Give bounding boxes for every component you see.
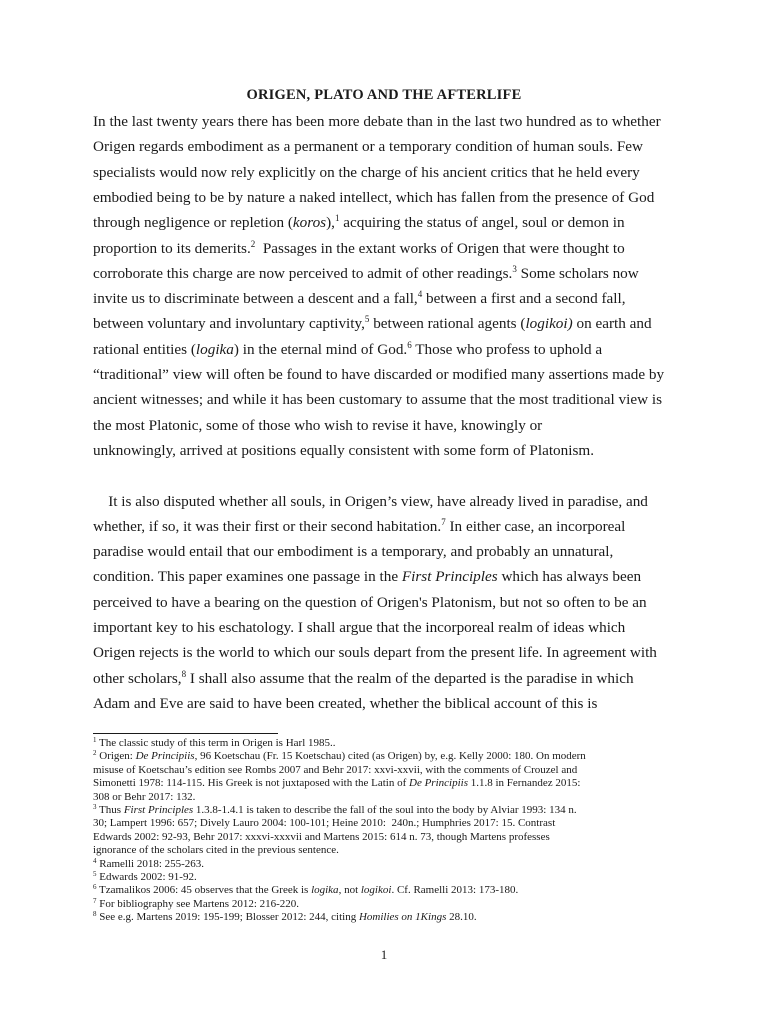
footnote-line (93, 804, 577, 817)
text-run: 30; Lampert 1996: 657; Dively Lauro 2004: 100-101; Heine 2010: 240n.; Humphries 2017: 15. Contrast (93, 817, 556, 830)
body-line (93, 492, 648, 512)
text-run: rational entities ( (93, 340, 196, 358)
footnote-line (93, 737, 336, 750)
body-line (93, 213, 625, 233)
page-title: ORIGEN, PLATO AND THE AFTERLIFE (246, 87, 522, 103)
text-run: Some scholars now (516, 264, 639, 282)
italic-text: De Principiis (409, 777, 468, 790)
text-run: Ramelli 2018: 255-263. (96, 857, 205, 870)
text-run: invite us to discriminate between a descent and a fall, (93, 290, 418, 308)
text-run: I shall also assume that the realm of the departed is the paradise in which (186, 669, 634, 687)
body-line (93, 517, 625, 537)
body-line (93, 542, 613, 562)
text-run: misuse of Koetschau’s edition see Rombs 2007 and Behr 2017: xxvi-xxvii, with the comments of Crouzel and (93, 763, 578, 776)
text-run: . Cf. Ramelli 2013: 173-180. (391, 884, 519, 897)
body-line (93, 390, 662, 410)
text-run: important key to his eschatology. I shall argue that the incorporeal realm of ideas which (93, 619, 626, 636)
body-line (93, 441, 594, 461)
footnote-ref: 7 (93, 896, 97, 905)
body-line (93, 593, 647, 613)
footnote-line (93, 858, 204, 871)
footnote-ref: 2 (93, 749, 97, 758)
text-run: The classic study of this term in Origen is Harl 1985.. (96, 737, 336, 749)
text-run: For bibliography see Martens 2012: 216-220. (96, 897, 300, 910)
text-run: ) in the eternal mind of God. (233, 340, 408, 358)
text-run: It is also disputed whether all souls, in Origen’s view, have already lived in paradise, and (93, 492, 648, 510)
text-run: , 96 Koetschau (Fr. 15 Koetschau) cited (as Origen) by, e.g. Kelly 2000: 180. On modern (194, 750, 586, 763)
text-run: 28.10. (446, 911, 477, 924)
italic-text: logikoi (360, 884, 392, 897)
footnote-line (93, 764, 577, 777)
footnote-line (93, 884, 518, 897)
text-run: 308 or Behr 2017: 132. (93, 790, 196, 803)
text-run: embodied being to be by nature a naked intellect, which has fallen from the presence of God (93, 188, 655, 206)
footnote-line (93, 871, 197, 884)
italic-text: koros (292, 214, 327, 232)
text-run: perceived to have a bearing on the question of Origen's Platonism, but not so often to be an (93, 593, 647, 611)
text-run: In either case, an incorporeal (445, 517, 626, 535)
footnote-ref: 5 (93, 870, 97, 878)
body-line (93, 618, 625, 638)
text-run: Origen: (96, 750, 136, 763)
italic-text: logika (311, 884, 339, 897)
body-line (93, 188, 654, 208)
text-run: the most Platonic, some of those who wish to revise it have, knowingly or (93, 416, 543, 434)
text-run: ancient witnesses; and while it has been customary to assume that the most traditional view is (93, 391, 662, 409)
text-run: through negligence or repletion ( (93, 214, 293, 232)
body-line (93, 669, 634, 689)
text-run: proportion to its demerits. (93, 239, 251, 257)
body-line (93, 340, 602, 360)
body-line (93, 694, 597, 714)
footnote-ref: 7 (441, 516, 446, 527)
text-run: specialists would now rely explicitly on the charge of his ancient critics that he held every (93, 163, 640, 181)
text-run: paradise would entail that our embodiment is a temporary, and probably an unnatural, (93, 543, 614, 561)
footnote-ref: 6 (93, 883, 97, 892)
text-run: Tzamalikos 2006: 45 observes that the Greek is (96, 884, 312, 897)
italic-text: logikoi) (525, 315, 573, 333)
body-line (93, 416, 542, 436)
text-run: unknowingly, arrived at positions equally consistent with some form of Platonism. (93, 441, 594, 459)
text-run: Edwards 2002: 92-93, Behr 2017: xxxvi-xxxvii and Martens 2015: 614 n. 73, though Martens professes (93, 830, 550, 843)
text-run: other scholars, (93, 669, 182, 687)
text-run: Those who profess to uphold a (411, 340, 603, 358)
text-run: acquiring the status of angel, soul or demon in (339, 214, 625, 232)
text-run: In the last twenty years there has been more debate than in the last two hundred as to whether (93, 113, 661, 130)
text-run: Simonetti 1978: 114-115. His Greek is not juxtaposed with the Latin of (93, 777, 410, 790)
text-run: , not (338, 884, 361, 897)
footnote-line (93, 777, 580, 790)
footnote-ref: 5 (364, 314, 370, 325)
body-line (93, 289, 626, 309)
text-run: See e.g. Martens 2019: 195-199; Blosser 2012: 244, citing (96, 911, 359, 924)
footnote-separator (93, 733, 278, 734)
footnote-ref: 8 (181, 668, 187, 679)
text-run: condition. This paper examines one passage in the (93, 568, 402, 586)
footnote-ref: 1 (334, 213, 340, 224)
text-run: Thus (96, 804, 124, 816)
italic-text: Homilies on 1Kings (358, 911, 447, 924)
text-run: corroborate this charge are now perceived to admit of other readings. (93, 264, 513, 282)
footnote-ref: 3 (512, 263, 517, 274)
footnote-ref: 8 (93, 910, 97, 919)
italic-text: De Principiis (135, 750, 195, 763)
italic-text: First Principles (123, 804, 194, 816)
text-run: whether, if so, it was their first or their second habitation. (93, 517, 442, 535)
body-line (93, 264, 639, 284)
body-line (93, 567, 641, 587)
body-line (93, 163, 640, 183)
text-run: 1.1.8 in Fernandez 2015: (467, 777, 581, 790)
text-run: between rational agents ( (369, 315, 526, 333)
footnote-line (93, 750, 586, 763)
text-run: Edwards 2002: 91-92. (96, 871, 197, 883)
italic-text: logika (195, 340, 234, 358)
body-line (93, 643, 657, 663)
text-run: 1.3.8-1.4.1 is taken to describe the fall of the soul into the body by Alviar 1993: 134 n. (193, 804, 577, 816)
text-run: Origen regards embodiment as a permanent or a temporary condition of human souls. Few (93, 138, 643, 156)
text-run: Passages in the extant works of Origen that were thought to (255, 239, 625, 257)
text-run: ), (326, 214, 335, 232)
text-run: “traditional” view will often be found to have discarded or modified many assertions made by (93, 366, 665, 383)
body-line (93, 239, 625, 259)
footnote-ref: 2 (250, 238, 256, 249)
text-run: which has always been (497, 568, 642, 586)
text-run: Origen rejects is the world to which our souls depart from the present life. In agreement with (93, 644, 657, 662)
footnote-ref: 3 (93, 803, 97, 811)
body-line (93, 137, 643, 157)
body-line (93, 112, 661, 132)
footnote-line (93, 831, 550, 844)
text-run: between a first and a second fall, (422, 290, 626, 308)
footnote-ref: 1 (93, 736, 97, 744)
footnote-line (93, 844, 339, 857)
footnote-ref: 6 (407, 339, 412, 350)
footnote-line (93, 817, 555, 830)
body-line (93, 314, 652, 334)
text-run: ignorance of the scholars cited in the previous sentence. (93, 844, 339, 857)
footnote-ref: 4 (93, 856, 97, 865)
italic-text: First Principles (401, 568, 498, 586)
text-run: on earth and (572, 315, 652, 333)
body-line (93, 365, 664, 385)
footnote-line (93, 898, 299, 911)
page-number: 1 (380, 947, 388, 962)
footnote-line (93, 911, 477, 924)
footnote-line (93, 791, 195, 804)
text-run: between voluntary and involuntary captivity, (93, 315, 365, 333)
footnote-ref: 4 (417, 289, 423, 300)
text-run: Adam and Eve are said to have been created, whether the biblical account of this is (93, 694, 598, 712)
